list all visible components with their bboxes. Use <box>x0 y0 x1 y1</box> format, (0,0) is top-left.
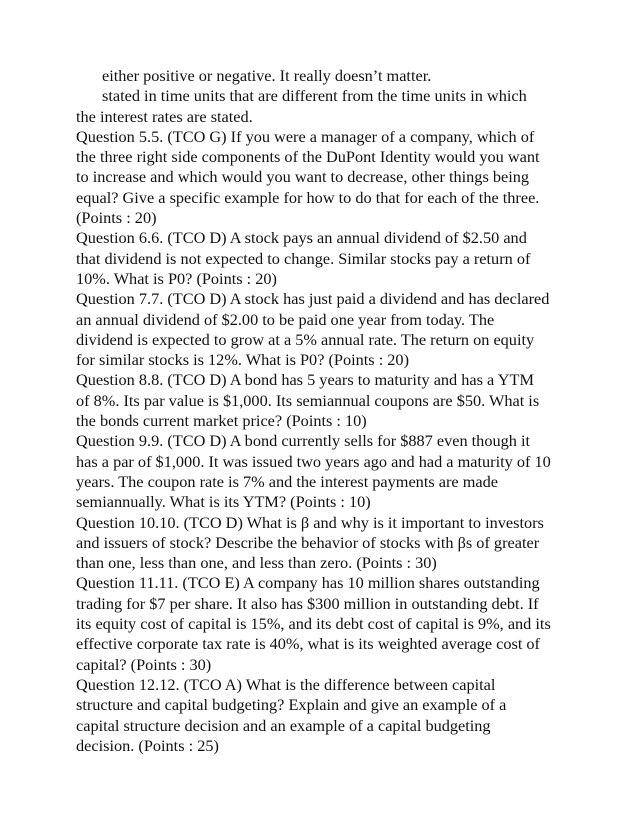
text-line: for similar stocks is 12%. What is P0? (Points : 20) <box>76 350 409 370</box>
text-line: semiannually. What is its YTM? (Points : 10) <box>76 492 371 512</box>
text-line: to increase and which would you want to decrease, other things being <box>76 167 530 187</box>
text-line: structure and capital budgeting? Explain and give an example of a <box>76 695 507 715</box>
question-9-line: Question 9.9. (TCO D) A bond currently sells for $887 even though it <box>76 431 531 451</box>
text-line: trading for $7 per share. It also has $300 million in outstanding debt. If <box>76 593 539 613</box>
question-8-line: Question 8.8. (TCO D) A bond has 5 years to maturity and has a YTM <box>76 370 534 390</box>
text-line: and issuers of stock? Describe the behavior of stocks with βs of greater <box>76 532 540 552</box>
text-line: years. The coupon rate is 7% and the interest payments are made <box>76 471 498 491</box>
question-6-line: Question 6.6. (TCO D) A stock pays an annual dividend of $2.50 and <box>76 228 527 248</box>
text-line: of 8%. Its par value is $1,000. Its semiannual coupons are $50. What is <box>76 390 540 410</box>
text-line: has a par of $1,000. It was issued two years ago and had a maturity of 10 <box>76 451 551 471</box>
text-line: its equity cost of capital is 15%, and its debt cost of capital is 9%, and its <box>76 614 551 634</box>
text-line: capital? (Points : 30) <box>76 654 212 674</box>
text-line: the bonds current market price? (Points : 10) <box>76 411 367 431</box>
text-line: an annual dividend of $2.00 to be paid one year from today. The <box>76 309 495 329</box>
question-12-line: Question 12.12. (TCO A) What is the difference between capital <box>76 674 496 694</box>
question-11-line: Question 11.11. (TCO E) A company has 10 million shares outstanding <box>76 573 540 593</box>
text-line: (Points : 20) <box>76 208 157 228</box>
question-7-line: Question 7.7. (TCO D) A stock has just paid a dividend and has declared <box>76 289 550 309</box>
text-line: that dividend is not expected to change. Similar stocks pay a return of <box>76 248 531 268</box>
text-line: equal? Give a specific example for how to do that for each of the three. <box>76 187 540 207</box>
question-10-line: Question 10.10. (TCO D) What is β and why is it important to investors <box>76 512 544 532</box>
text-line: effective corporate tax rate is 40%, what is its weighted average cost of <box>76 634 540 654</box>
text-line: capital structure decision and an example of a capital budgeting <box>76 715 491 735</box>
text-line: decision. (Points : 25) <box>76 735 219 755</box>
text-line: 10%. What is P0? (Points : 20) <box>76 268 277 288</box>
text-line: the interest rates are stated. <box>76 106 253 126</box>
text-line: either positive or negative. It really doesn’t matter. <box>102 66 432 85</box>
text-line: dividend is expected to grow at a 5% annual rate. The return on equity <box>76 329 535 349</box>
document-text <box>76 66 576 756</box>
question-5-line: Question 5.5. (TCO G) If you were a manager of a company, which of <box>76 126 535 146</box>
text-line: stated in time units that are different from the time units in which <box>102 86 527 106</box>
text-line: the three right side components of the DuPont Identity would you want <box>76 147 540 167</box>
text-line: than one, less than one, and less than zero. (Points : 30) <box>76 553 437 573</box>
